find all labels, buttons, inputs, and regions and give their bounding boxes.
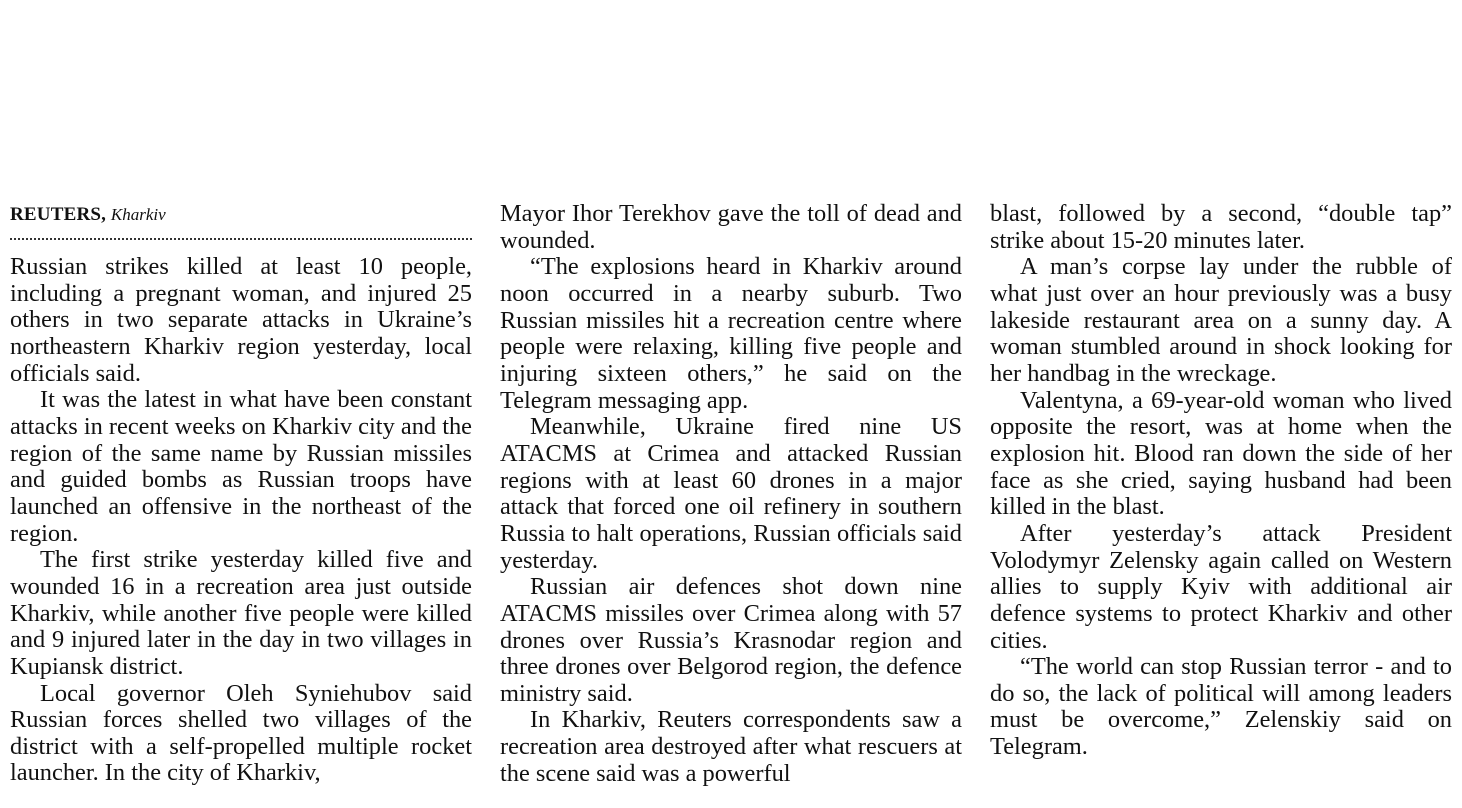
byline-agency: REUTERS, (10, 204, 107, 225)
paragraph: Mayor Ihor Terekhov gave the toll of dead and wounded. (500, 200, 962, 254)
subheadline (0, 136, 1462, 184)
paragraph: It was the latest in what have been constant attacks in recent weeks on Kharkiv city and the region of the same name by Russian missiles and guided bombs as Russian troops have launched an offensive in the northeast of the region. (10, 386, 472, 547)
article-column-3 (990, 201, 1452, 761)
paragraph: “The world can stop Russian terror - and to do so, the lack of political will among leaders must be overcome,” Zelenskiy said on Telegram. (990, 653, 1452, 761)
article-column-2 (500, 201, 962, 787)
paragraph: blast, followed by a second, “double tap” strike about 15-20 minutes later. (990, 200, 1452, 254)
paragraph: Meanwhile, Ukraine fired nine US ATACMS at Crimea and attacked Russian regions with at least 60 drones in a major attack that forced one oil refinery in southern Russia to halt operations, Russian officials said yesterday. (500, 413, 962, 574)
paragraph: “The explosions heard in Kharkiv around noon occurred in a nearby suburb. Two Russian missiles hit a recreation centre where people were relaxing, killing five people and injuring sixteen others,” he said on the Telegram messaging app. (500, 253, 962, 414)
paragraph: After yesterday’s attack President Volodymyr Zelensky again called on Western allies to supply Kyiv with additional air defence systems to protect Kharkiv and other cities. (990, 519, 1452, 654)
headline (0, 36, 1462, 136)
paragraph: Local governor Oleh Syniehubov said Russian forces shelled two villages of the district with a self-propelled multiple rocket launcher. In the city of Kharkiv, (10, 679, 472, 787)
byline (10, 201, 472, 229)
article-column-1 (10, 201, 472, 787)
byline-dateline: Kharkiv (110, 205, 166, 224)
paragraph: A man’s corpse lay under the rubble of what just over an hour previously was a busy lakeside restaurant area on a sunny day. A woman stumbled around in shock looking for her handbag in the wreckage. (990, 253, 1452, 387)
paragraph: Russian air defences shot down nine ATACMS missiles over Crimea along with 57 drones over Russia’s Krasnodar region and three drones over Belgorod region, the defence ministry said. (500, 573, 962, 707)
paragraph: Valentyna, a 69-year-old woman who lived opposite the resort, was at home when the explosion hit. Blood ran down the side of her face as she cried, saying husband had been killed in the blast. (990, 386, 1452, 521)
dotted-divider (10, 238, 472, 240)
paragraph: In Kharkiv, Reuters correspondents saw a recreation area destroyed after what rescuers at the scene said was a powerful (500, 706, 962, 787)
paragraph: Russian strikes killed at least 10 people, including a pregnant woman, and injured 25 others in two separate attacks in Ukraine’s northeastern Kharkiv region yesterday, local officials said. (10, 253, 472, 387)
paragraph: The first strike yesterday killed five and wounded 16 in a recreation area just outside Kharkiv, while another five people were killed and 9 injured later in the day in two villages in Kupiansk district. (10, 546, 472, 680)
